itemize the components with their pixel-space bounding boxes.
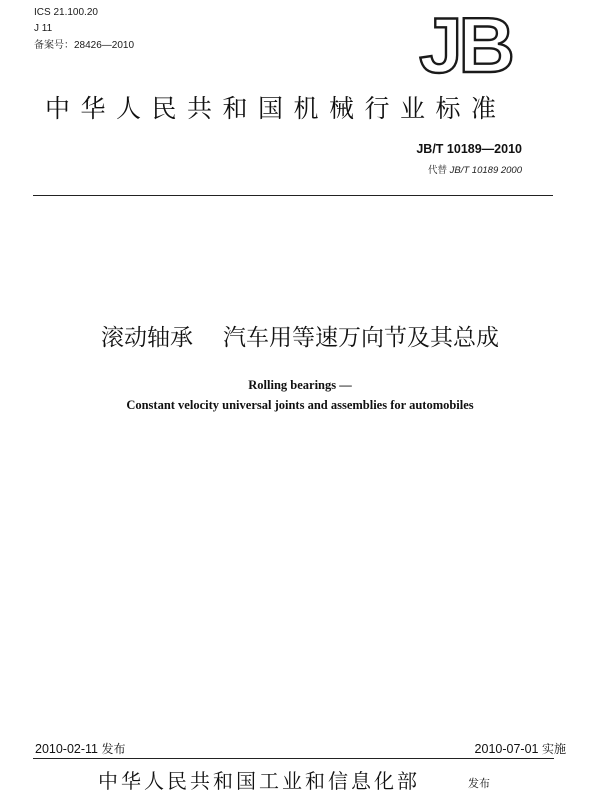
record-value: 28426—2010 [74,40,135,51]
replaces-number: JB/T 10189 2000 [449,165,522,176]
org-title: 中华人民共和国机械行业标准 [45,94,507,123]
implementation-date-label: 实施 [541,742,566,756]
issuing-authority: 中华人民共和国工业和信息化部 [98,769,420,793]
issue-date-value: 2010-02-11 [35,742,99,756]
record-label: 备案号： [34,40,74,51]
header-divider [33,195,553,196]
implementation-date-value: 2010-07-01 [474,742,539,756]
issue-date [35,740,126,757]
ics-code: ICS 21.100.20 [34,7,98,18]
chinese-title-part1: 滚动轴承 [101,325,193,351]
issuing-authority-suffix: 发布 [468,777,490,790]
footer-divider [33,758,554,759]
english-title-line2: Constant velocity universal joints and assemblies for automobiles [126,398,474,412]
replaces-standard [428,162,522,176]
chinese-title-part2: 汽车用等速万向节及其总成 [223,325,499,351]
issue-date-label: 发布 [101,742,126,756]
chinese-title [0,322,600,354]
replaces-label: 代替 [427,165,447,176]
english-title-line1: Rolling bearings — [248,378,352,392]
implementation-date [475,740,566,757]
ccs-code: J 11 [34,23,53,34]
standard-number: JB/T 10189—2010 [416,142,522,156]
jb-logo [405,8,525,78]
record-number [34,40,134,52]
jb-logo-text: JB [419,8,511,78]
